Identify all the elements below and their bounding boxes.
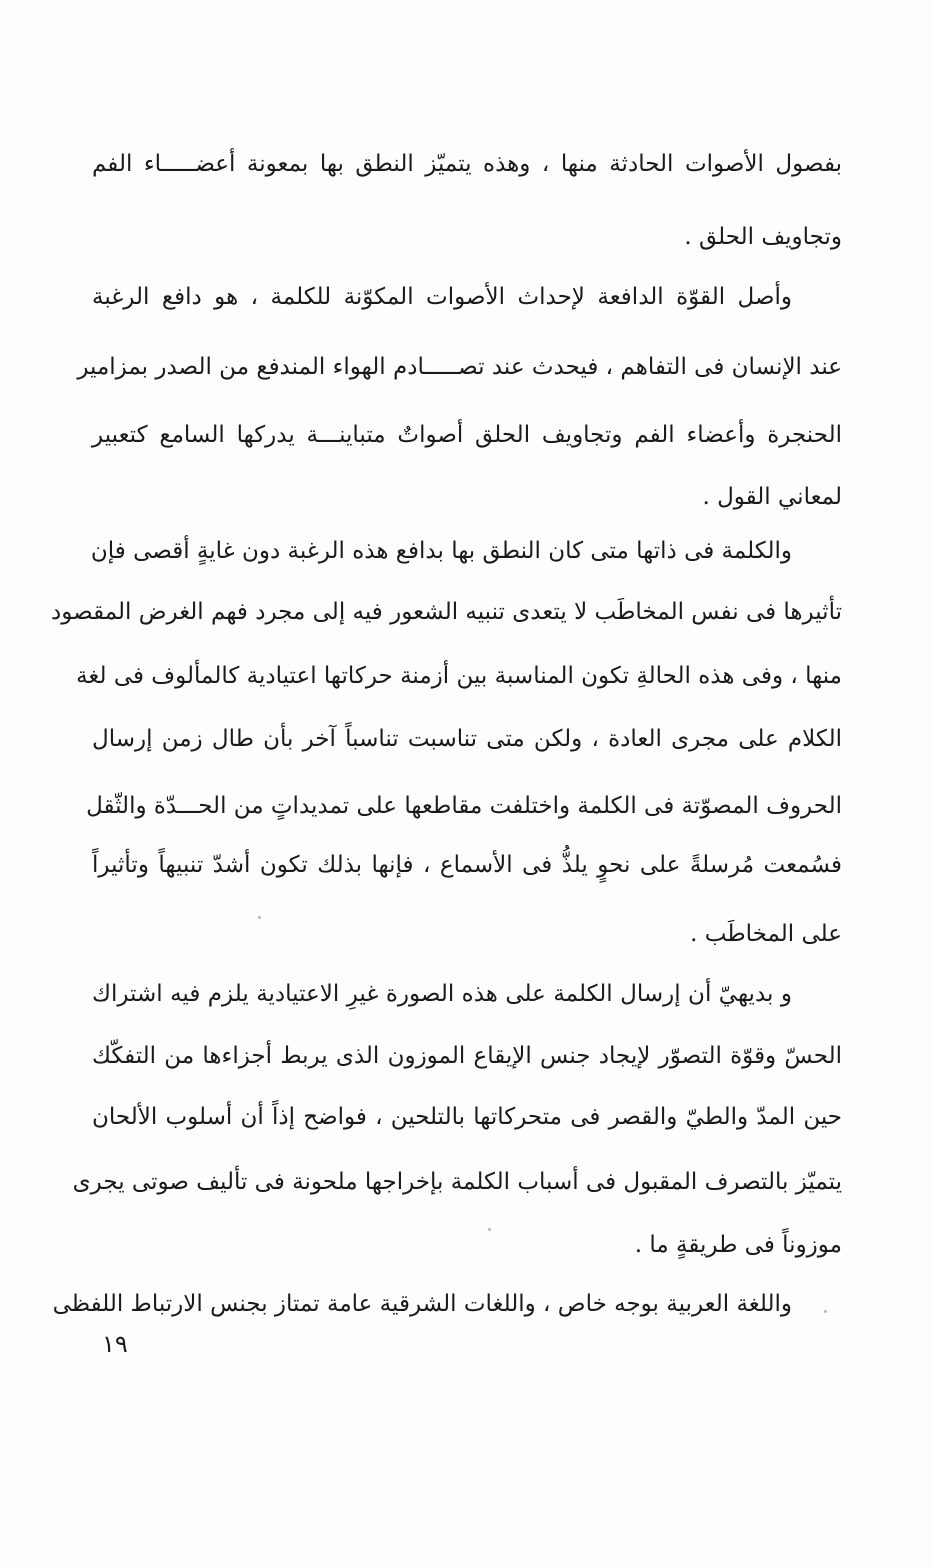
- scan-speck: [258, 916, 261, 919]
- text-line: منها ، وفى هذه الحالةِ تكون المناسبة بين أزمنة حركاتها اعتيادية كالمألوف فى لغة: [76, 663, 842, 689]
- text-line: يتميّز بالتصرف المقبول فى أسباب الكلمة بإخراجها ملحونة فى تأليف صوتى يجرى: [72, 1169, 842, 1195]
- text-line: على المخاطَب .: [690, 921, 842, 947]
- page-body: [51, 0, 842, 1330]
- text-line: فسُمعت مُرسلةً على نحوٍ يلذُّ فى الأسماع ، فإنها بذلك تكون أشدّ تنبيهاً وتأثيراً: [92, 852, 842, 878]
- text-line: واللغة العربية بوجه خاص ، واللغات الشرقية عامة تمتاز بجنس الارتباط اللفظى: [52, 1291, 792, 1317]
- text-line: الحسّ وقوّة التصوّر لإيجاد جنس الإيقاع الموزون الذى يربط أجزاءها من التفكّك: [92, 1043, 842, 1069]
- text-line: الحنجرة وأعضاء الفم وتجاويف الحلق أصواتٌ متباينـــة يدركها السامع كتعبير: [92, 422, 842, 448]
- text-line: تأثيرها فى نفس المخاطَب لا يتعدى تنبيه الشعور فيه إلى مجرد فهم الغرض المقصود: [51, 599, 842, 625]
- scan-speck: [824, 1310, 827, 1313]
- text-line: و بديهيّ أن إرسال الكلمة على هذه الصورة غيرِ الاعتيادية يلزم فيه اشتراك: [92, 981, 792, 1007]
- text-line: حين المدّ والطيّ والقصر فى متحركاتها بالتلحين ، فواضح إذاً أن أسلوب الألحان: [92, 1104, 842, 1130]
- text-line: وأصل القوّة الدافعة لإحداث الأصوات المكوّنة للكلمة ، هو دافع الرغبة: [92, 284, 792, 310]
- text-line: عند الإنسان فى التفاهم ، فيحدث عند تصـــــادم الهواء المندفع من الصدر بمزامير: [77, 354, 842, 380]
- text-line: الحروف المصوّتة فى الكلمة واختلفت مقاطعها على تمديداتٍ من الحـــدّة والثّقل: [86, 793, 842, 819]
- text-line: بفصول الأصوات الحادثة منها ، وهذه يتميّز النطق بها بمعونة أعضـــــاء الفم: [92, 151, 842, 177]
- text-line: وتجاويف الحلق .: [684, 224, 842, 250]
- text-line: موزوناً فى طريقةٍ ما .: [634, 1232, 842, 1258]
- text-line: لمعاني القول .: [702, 484, 842, 510]
- scan-speck: [488, 1228, 491, 1231]
- text-line: والكلمة فى ذاتها متى كان النطق بها بدافع هذه الرغبة دون غايةٍ أقصى فإن: [90, 538, 792, 564]
- page-number: ١٩: [102, 1330, 128, 1358]
- text-line: الكلام على مجرى العادة ، ولكن متى تناسبت تناسباً آخر بأن طال زمن إرسال: [92, 726, 842, 752]
